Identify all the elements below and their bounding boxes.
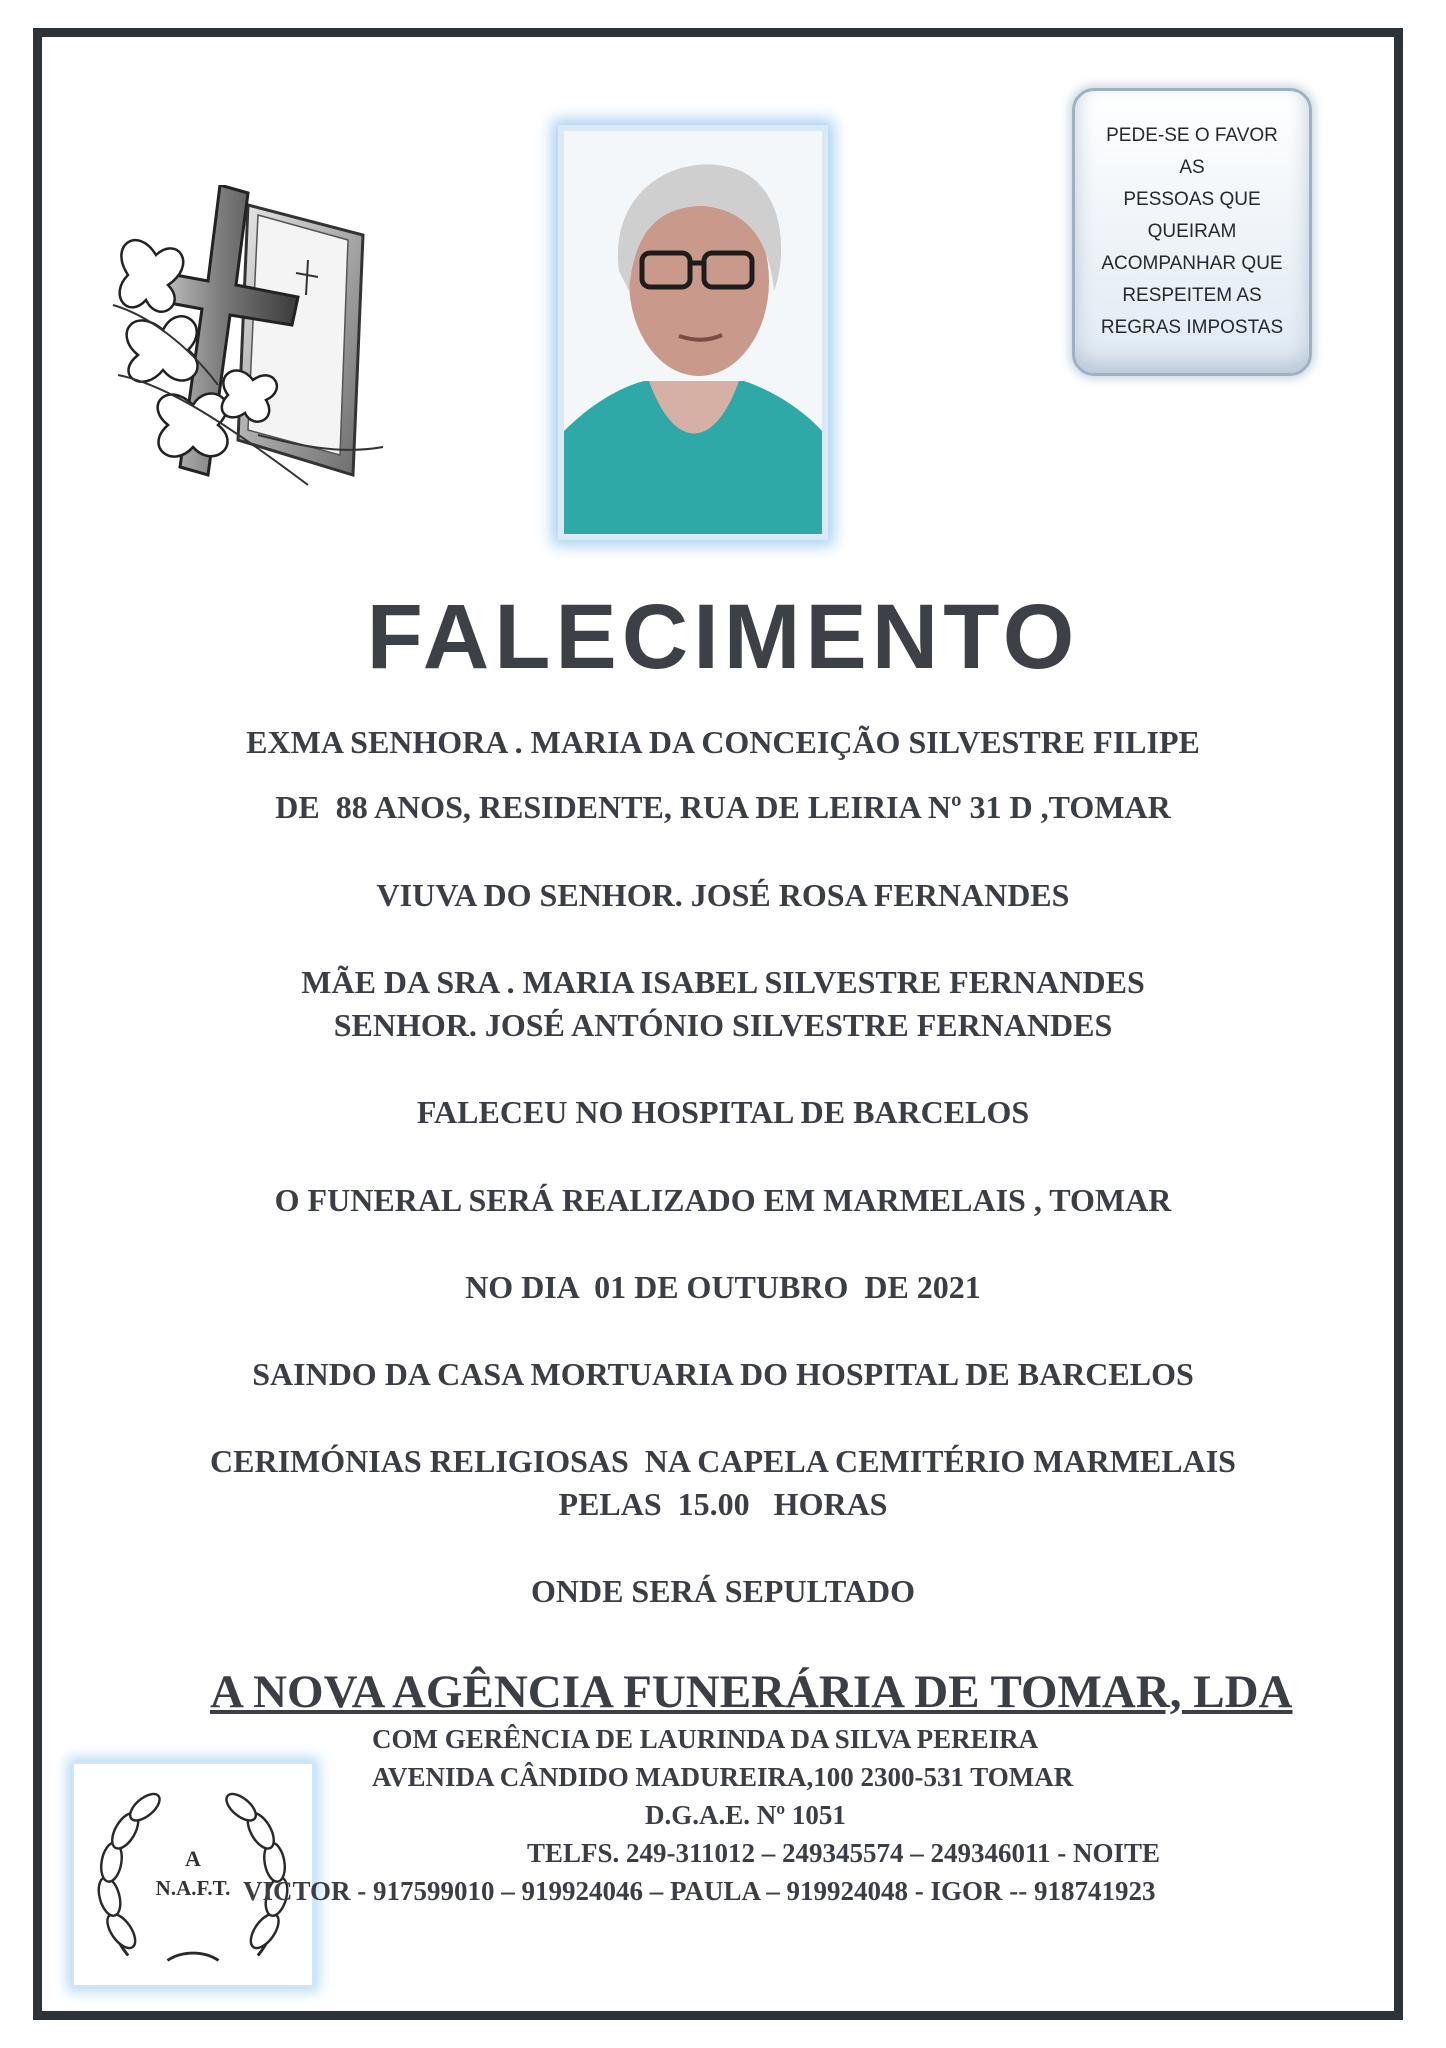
mother-line: MÃE DA SRA . MARIA ISABEL SILVESTRE FERNANDES — [301, 964, 1145, 1000]
deceased-name-line: EXMA SENHORA . MARIA DA CONCEIÇÃO SILVESTRE FILIPE — [246, 724, 1200, 760]
agency-logo — [72, 1762, 314, 1987]
burial-line: ONDE SERÁ SEPULTADO — [530, 1573, 916, 1609]
funeral-date-line: NO DIA 01 DE OUTUBRO DE 2021 — [465, 1269, 981, 1305]
agency-management: COM GERÊNCIA DE LAURINDA DA SILVA PEREIRA — [372, 1724, 1039, 1754]
agency-name: A NOVA AGÊNCIA FUNERÁRIA DE TOMAR, LDA — [210, 1666, 1293, 1718]
agency-dgae: D.G.A.E. Nº 1051 — [645, 1800, 846, 1830]
notice-text: PEDE-SE O FAVOR AS PESSOAS QUE QUEIRAM ACOMPANHAR QUE RESPEITEM AS REGRAS IMPOSTAS — [1100, 125, 1284, 338]
agency-phones: TELFS. 249-311012 – 249345574 – 249346011 - NOITE — [527, 1838, 1161, 1868]
ceremony-time-line: PELAS 15.00 HORAS — [558, 1486, 888, 1522]
obituary-heading: FALECIMENTO — [366, 586, 1080, 688]
funeral-location-line: O FUNERAL SERÁ REALIZADO EM MARMELAIS , TOMAR — [274, 1182, 1172, 1218]
age-residence-line: DE 88 ANOS, RESIDENTE, RUA DE LEIRIA Nº 31 D ,TOMAR — [275, 789, 1171, 825]
laurel-wreath-icon — [74, 1764, 312, 1985]
agency-address: AVENIDA CÂNDIDO MADUREIRA,100 2300-531 TOMAR — [372, 1762, 1074, 1792]
portrait-photo — [558, 125, 828, 540]
ceremony-line: CERIMÓNIAS RELIGIOSAS NA CAPELA CEMITÉRIO MARMELAIS — [210, 1443, 1236, 1479]
departure-line: SAINDO DA CASA MORTUARIA DO HOSPITAL DE BARCELOS — [252, 1356, 1194, 1392]
agency-night-phones: VICTOR - 917599010 – 919924046 – PAULA – 919924048 - IGOR -- 918741923 — [243, 1876, 1156, 1906]
notice-callout — [1072, 88, 1312, 376]
cross-lily-emblem-icon — [108, 185, 388, 495]
son-line: SENHOR. JOSÉ ANTÓNIO SILVESTRE FERNANDES — [333, 1007, 1113, 1043]
widow-line: VIUVA DO SENHOR. JOSÉ ROSA FERNANDES — [376, 877, 1070, 913]
death-place-line: FALECEU NO HOSPITAL DE BARCELOS — [416, 1094, 1030, 1130]
logo-initials: N.A.F.T. — [155, 1876, 231, 1900]
logo-letter: A — [185, 1846, 201, 1871]
